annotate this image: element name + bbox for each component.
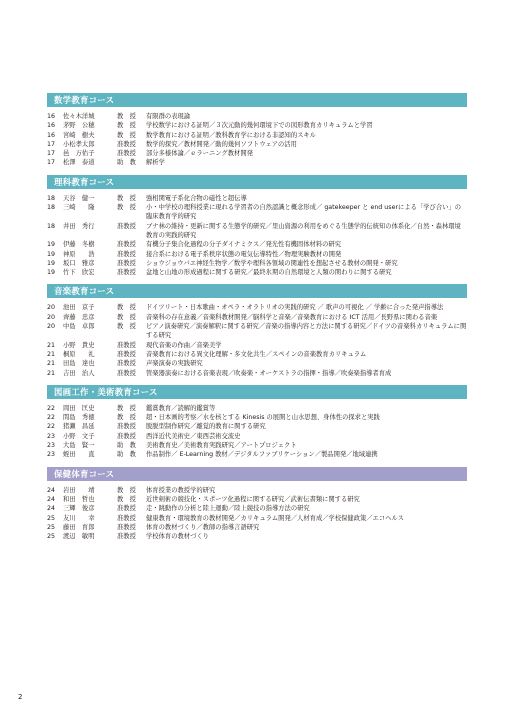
research-topic: 走・跳動作の分析と陸上運動／陸上競技の指導方法の研究 <box>146 505 310 513</box>
faculty-name: 伊藤 冬樹 <box>63 241 95 249</box>
faculty-title: 教 授 <box>117 204 136 212</box>
page-ref: 21 <box>47 350 56 358</box>
page-ref: 23 <box>47 451 56 459</box>
faculty-entry <box>47 250 467 259</box>
faculty-entry <box>47 194 467 203</box>
faculty-title: 准教授 <box>117 360 136 368</box>
section-header: 図画工作・美術教育コース <box>47 385 467 399</box>
page-ref: 25 <box>47 514 56 522</box>
faculty-name: 吉田 治人 <box>63 369 95 377</box>
research-topic: ショウジョウバエ神経生物学／数学や理科各領域の関連性を想起させる教材の開発・研究 <box>146 259 398 267</box>
faculty-title: 教 授 <box>117 323 136 331</box>
page-ref: 24 <box>47 495 56 503</box>
faculty-entry <box>47 486 467 495</box>
faculty-name: 蛭田 直 <box>63 451 95 459</box>
faculty-entry <box>47 140 467 149</box>
page-ref: 21 <box>47 360 56 368</box>
course-section <box>47 284 467 377</box>
faculty-entry <box>47 203 467 222</box>
faculty-entry <box>47 413 467 422</box>
faculty-entry <box>47 268 467 277</box>
faculty-entry <box>47 432 467 441</box>
page-ref: 20 <box>47 304 56 312</box>
faculty-name: 井田 秀行 <box>63 222 95 230</box>
research-topic: 声楽演奏の実践研究 <box>146 360 203 368</box>
faculty-entry <box>47 222 467 241</box>
faculty-name: 田島 達也 <box>63 360 95 368</box>
faculty-title: 准教授 <box>117 250 136 258</box>
faculty-name: 齊藤 忠彦 <box>63 313 95 321</box>
page-ref: 24 <box>47 486 56 494</box>
faculty-title: 教 授 <box>117 113 136 120</box>
faculty-title: 教 授 <box>117 404 136 412</box>
faculty-name: 岡田 匡史 <box>63 404 95 412</box>
faculty-entry <box>47 422 467 431</box>
page-ref: 20 <box>47 323 56 331</box>
faculty-name: 和田 哲也 <box>63 495 95 503</box>
page-ref: 21 <box>47 341 56 349</box>
faculty-title: 准教授 <box>117 432 136 440</box>
research-topic: 西洋近代美術史／東西芸術交流史 <box>146 432 241 440</box>
faculty-entry <box>47 514 467 523</box>
faculty-entry <box>47 523 467 532</box>
course-section <box>47 467 467 542</box>
page-ref: 23 <box>47 432 56 440</box>
page-ref: 18 <box>47 194 56 202</box>
faculty-entry <box>47 359 467 368</box>
faculty-title: 准教授 <box>117 150 136 158</box>
page-ref: 16 <box>47 122 56 130</box>
faculty-name: 神原 浩 <box>63 250 95 258</box>
page-ref: 19 <box>47 241 56 249</box>
faculty-entry <box>47 259 467 268</box>
faculty-name: 間島 秀徳 <box>63 414 95 422</box>
research-topic: ドイツリート・日本歌曲・オペラ・オラトリオの実践的研究 ／ 歌声の可視化 ／ 学齢に合った発声指導法 <box>146 304 444 312</box>
page-ref: 20 <box>47 313 56 321</box>
faculty-title: 教 授 <box>117 495 136 503</box>
research-topic: ブナ林の維持・更新に関する生態学的研究／里山資源の利用をめぐる生態学的伝統知の体系化／自然・森林環境教育の実践的研究 <box>146 222 461 239</box>
faculty-title: 教 授 <box>117 313 136 321</box>
faculty-name: 猪瀬 昌延 <box>63 423 95 431</box>
research-topic: 数学的探究／教材開発／動的幾何ソフトウェアの活用 <box>146 140 297 148</box>
faculty-title: 准教授 <box>117 350 136 358</box>
section-header: 理科教育コース <box>47 175 467 189</box>
faculty-title: 助 教 <box>117 442 136 450</box>
faculty-entry <box>47 504 467 513</box>
faculty-entry <box>47 158 467 167</box>
faculty-name: 茅野 公穂 <box>63 122 95 130</box>
page-ref: 17 <box>47 150 56 158</box>
research-topic: 有限群の表現論 <box>146 113 191 120</box>
research-topic: 有機分子集合化過程の分子ダイナミクス／発光性有機固体材料の研究 <box>146 241 342 249</box>
page-ref: 17 <box>47 159 56 167</box>
faculty-name: 三輝 俊彦 <box>63 505 95 513</box>
page-ref: 16 <box>47 113 56 120</box>
page-ref: 23 <box>47 442 56 450</box>
faculty-title: 准教授 <box>117 505 136 513</box>
page-ref: 16 <box>47 131 56 139</box>
faculty-entry <box>47 495 467 504</box>
faculty-name: 中島 卓郎 <box>63 323 95 331</box>
research-topic: 数学教育における証明／教科教育学における非認知的スキル <box>146 131 316 139</box>
research-topic: 接合系における電子系秩序状態の電気伝導特性／物理実験教材の開発 <box>146 250 342 258</box>
research-topic: 健康教育・環境教育の教材開発／カリキュラム開発／人材育成／学校保健政策／エコヘルス <box>146 514 404 522</box>
faculty-title: 助 教 <box>117 159 136 167</box>
page-ref: 19 <box>47 259 56 267</box>
faculty-name: 邑 万佑子 <box>63 150 95 158</box>
page-ref: 22 <box>47 404 56 412</box>
faculty-title: 教 授 <box>117 194 136 202</box>
research-topic: 美術教育史／美術教育実践研究／アートプロジェクト <box>146 442 297 450</box>
research-topic: 学校体育の教材づくり <box>146 533 209 541</box>
faculty-name: 佐々木洋城 <box>63 113 95 120</box>
faculty-title: 准教授 <box>117 523 136 531</box>
section-header: 音楽教育コース <box>47 284 467 298</box>
faculty-title: 准教授 <box>117 369 136 377</box>
page-ref: 25 <box>47 533 56 541</box>
faculty-entry <box>47 240 467 249</box>
faculty-title: 准教授 <box>117 140 136 148</box>
faculty-name: 三崎 隆 <box>63 204 95 212</box>
faculty-name: 渡辺 敏明 <box>63 533 95 541</box>
research-topic: 強相関電子系化合物の磁性と超伝導 <box>146 194 247 202</box>
faculty-title: 准教授 <box>117 259 136 267</box>
faculty-title: 准教授 <box>117 423 136 431</box>
faculty-entry <box>47 404 467 413</box>
research-topic: 音楽教育における異文化理解・多文化共生／スペインの音楽教育カリキュラム <box>146 350 367 358</box>
faculty-entry <box>47 441 467 450</box>
faculty-entry <box>47 313 467 322</box>
faculty-title: 准教授 <box>117 241 136 249</box>
faculty-entry <box>47 322 467 341</box>
course-section <box>47 385 467 460</box>
faculty-entry <box>47 532 467 541</box>
research-topic: 近世剣術の競技化・スポーツ化過程に関する研究／武術伝書類に関する研究 <box>146 495 360 503</box>
faculty-name: 友川 幸 <box>63 514 95 522</box>
faculty-title: 准教授 <box>117 269 136 277</box>
faculty-name: 宮崎 樹夫 <box>63 131 95 139</box>
research-topic: 体育授業の教授学的研究 <box>146 486 216 494</box>
faculty-name: 松澤 泰道 <box>63 159 95 167</box>
page-ref: 19 <box>47 250 56 258</box>
course-listing <box>47 93 467 548</box>
page-ref: 25 <box>47 523 56 531</box>
section-header: 保健体育コース <box>47 467 467 481</box>
research-topic: 管楽器演奏における音楽表現／吹奏楽・オーケストラの指揮・指導／吹奏楽指導者育成 <box>146 369 392 377</box>
faculty-name: 小野 貴史 <box>63 341 95 349</box>
faculty-name: 池田 京子 <box>63 304 95 312</box>
course-section <box>47 93 467 168</box>
page-number: 2 <box>18 693 23 701</box>
page-ref: 24 <box>47 505 56 513</box>
research-topic: 脱脱型制作研究／離覚的教育に関する研究 <box>146 423 266 431</box>
course-section <box>47 175 467 278</box>
faculty-title: 准教授 <box>117 514 136 522</box>
faculty-entry <box>47 350 467 359</box>
faculty-entry <box>47 112 467 121</box>
faculty-name: 竹下 欣宏 <box>63 269 95 277</box>
research-topic: 小・中学校の理科授業に現れる学習者の自然認識と概念形成／ gatekeeper と end userによる「学び合い」の臨床教育学的研究 <box>146 204 462 221</box>
faculty-title: 教 授 <box>117 414 136 422</box>
faculty-title: 教 授 <box>117 122 136 130</box>
research-topic: ピアノ演奏研究／演奏解釈に関する研究／音楽の指導内容と方法に関する研究／ドイツの音楽科カリキュラムに関する研究 <box>146 323 467 340</box>
faculty-entry <box>47 341 467 350</box>
research-topic: 部分多様体論／ｅラーニング教材開発 <box>146 150 253 158</box>
faculty-name: 藤田 育郎 <box>63 523 95 531</box>
faculty-entry <box>47 450 467 459</box>
section-header: 数学教育コース <box>47 93 467 107</box>
page-ref: 22 <box>47 423 56 431</box>
faculty-entry <box>47 303 467 312</box>
page-ref: 21 <box>47 369 56 377</box>
faculty-title: 教 授 <box>117 486 136 494</box>
research-topic: 解析学 <box>146 159 165 167</box>
page-ref: 18 <box>47 222 56 230</box>
faculty-name: 大島 賢一 <box>63 442 95 450</box>
page-ref: 19 <box>47 269 56 277</box>
research-topic: 体育の教材づくり／教師の指導言語研究 <box>146 523 260 531</box>
faculty-name: 桐原 礼 <box>63 350 95 358</box>
faculty-entry <box>47 131 467 140</box>
research-topic: 盆地と山地の形成過程に関する研究／最終氷期の自然環境と人類の関わりに関する研究 <box>146 269 392 277</box>
research-topic: 学校数学における証明／３次元動的幾何環境下での図形教育カリキュラムと学習 <box>146 122 373 130</box>
faculty-title: 助 教 <box>117 451 136 459</box>
faculty-title: 准教授 <box>117 533 136 541</box>
research-topic: 鑑賞教育／読解的鑑賞等 <box>146 404 216 412</box>
research-topic: 現代音楽の作曲／音楽美学 <box>146 341 222 349</box>
faculty-entry <box>47 369 467 378</box>
faculty-title: 教 授 <box>117 304 136 312</box>
page-ref: 18 <box>47 204 56 212</box>
research-topic: 作品制作／ E-Learning 教材／デジタルファブリケーション／製品開発／地域連携 <box>146 451 378 459</box>
page-ref: 22 <box>47 414 56 422</box>
faculty-name: 坂口 雅彦 <box>63 259 95 267</box>
faculty-entry <box>47 149 467 158</box>
faculty-entry <box>47 121 467 130</box>
faculty-name: 天谷 健一 <box>63 194 95 202</box>
faculty-title: 准教授 <box>117 341 136 349</box>
research-topic: 超・日本画的考察／水を核とする Kinesis の展開と山水思想、身体性の探求と実践 <box>146 414 380 422</box>
research-topic: 音楽科の存在意義／音楽科教材開発／脳科学と音楽／音楽教育における ICT 活用／長野県に関わる音楽 <box>146 313 438 321</box>
faculty-title: 准教授 <box>117 222 136 230</box>
faculty-name: 岩田 靖 <box>63 486 95 494</box>
faculty-name: 小野 文子 <box>63 432 95 440</box>
page-ref: 17 <box>47 140 56 148</box>
faculty-title: 教 授 <box>117 131 136 139</box>
faculty-name: 小松孝太郎 <box>63 140 95 148</box>
